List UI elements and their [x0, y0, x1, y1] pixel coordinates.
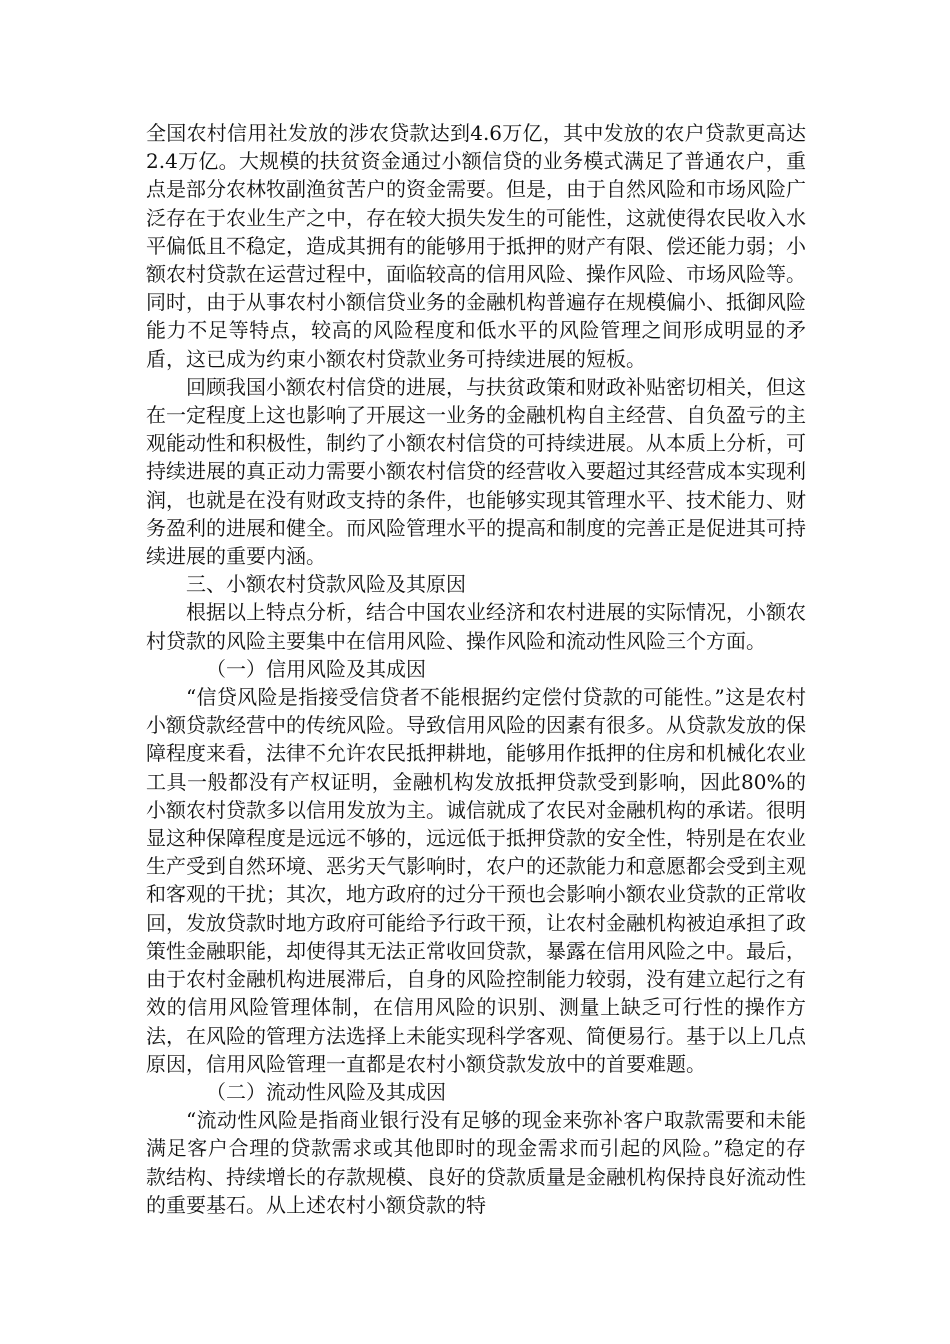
paragraph-review-development: 回顾我国小额农村信贷的进展，与扶贫政策和财政补贴密切相关，但这在一定程度上这也影响了开展这一业务的金融机构自主经营、自负盈亏的主观能动性和积极性，制约了小额农村信贷的可持续进展。从本质上分析，可持续进展的真正动力需要小额农村信贷的经营收入要超过其经营成本实现利润，也就是在没有财政支持的条件，也能够实现其管理水平、技术能力、财务盈利的进展和健全。而风险管理水平的提高和制度的完善正是促进其可持续进展的重要内涵。: [146, 374, 806, 569]
section-heading-3: 三、小额农村贷款风险及其原因: [186, 572, 466, 597]
paragraph-risk-summary: 根据以上特点分析，结合中国农业经济和农村进展的实际情况，小额农村贷款的风险主要集中在信用风险、操作风险和流动性风险三个方面。: [146, 600, 806, 653]
paragraph-rural-credit-overview: 全国农村信用社发放的涉农贷款达到4.6万亿，其中发放的农户贷款更高达2.4万亿。大规模的扶贫资金通过小额信贷的业务模式满足了普通农户，重点是部分农林牧副渔贫苦户的资金需要。但是，由于自然风险和市场风险广泛存在于农业生产之中，存在较大损失发生的可能性，这就使得农民收入水平偏低且不稳定，造成其拥有的能够用于抵押的财产有限、偿还能力弱；小额农村贷款在运营过程中，面临较高的信用风险、操作风险、市场风险等。同时，由于从事农村小额信贷业务的金融机构普遍存在规模偏小、抵御风险能力不足等特点，较高的风险程度和低水平的风险管理之间形成明显的矛盾，这已成为约束小额农村贷款业务可持续进展的短板。: [146, 121, 806, 371]
paragraph-liquidity-risk: “流动性风险是指商业银行没有足够的现金来弥补客户取款需要和未能满足客户合理的贷款需求或其他即时的现金需求而引起的风险。”稳定的存款结构、持续增长的存款规模、良好的贷款质量是金融机构保持良好流动性的重要基石。从上述农村小额贷款的特: [146, 1108, 806, 1217]
subheading-liquidity-risk: （二）流动性风险及其成因: [206, 1079, 446, 1104]
paragraph-credit-risk: “信贷风险是指接受信贷者不能根据约定偿付贷款的可能性。”这是农村小额贷款经营中的传统风险。导致信用风险的因素有很多。从贷款发放的保障程度来看，法律不允许农民抵押耕地，能够用作抵押的住房和机械化农业工具一般都没有产权证明，金融机构发放抵押贷款受到影响，因此80%的小额农村贷款多以信用发放为主。诚信就成了农民对金融机构的承诺。很明显这种保障程度是远远不够的，远远低于抵押贷款的安全性，特别是在农业生产受到自然环境、恶劣天气影响时，农户的还款能力和意愿都会受到主观和客观的干扰；其次，地方政府的过分干预也会影响小额农业贷款的正常收回，发放贷款时地方政府可能给予行政干预，让农村金融机构被迫承担了政策性金融职能，却使得其无法正常收回贷款，暴露在信用风险之中。最后，由于农村金融机构进展滞后，自身的风险控制能力较弱，没有建立起行之有效的信用风险管理体制，在信用风险的识别、测量上缺乏可行性的操作方法，在风险的管理方法选择上未能实现科学客观、简便易行。基于以上几点原因，信用风险管理一直都是农村小额贷款发放中的首要难题。: [146, 685, 806, 1076]
subheading-credit-risk: （一）信用风险及其成因: [206, 656, 426, 681]
document-page: [146, 119, 806, 1219]
